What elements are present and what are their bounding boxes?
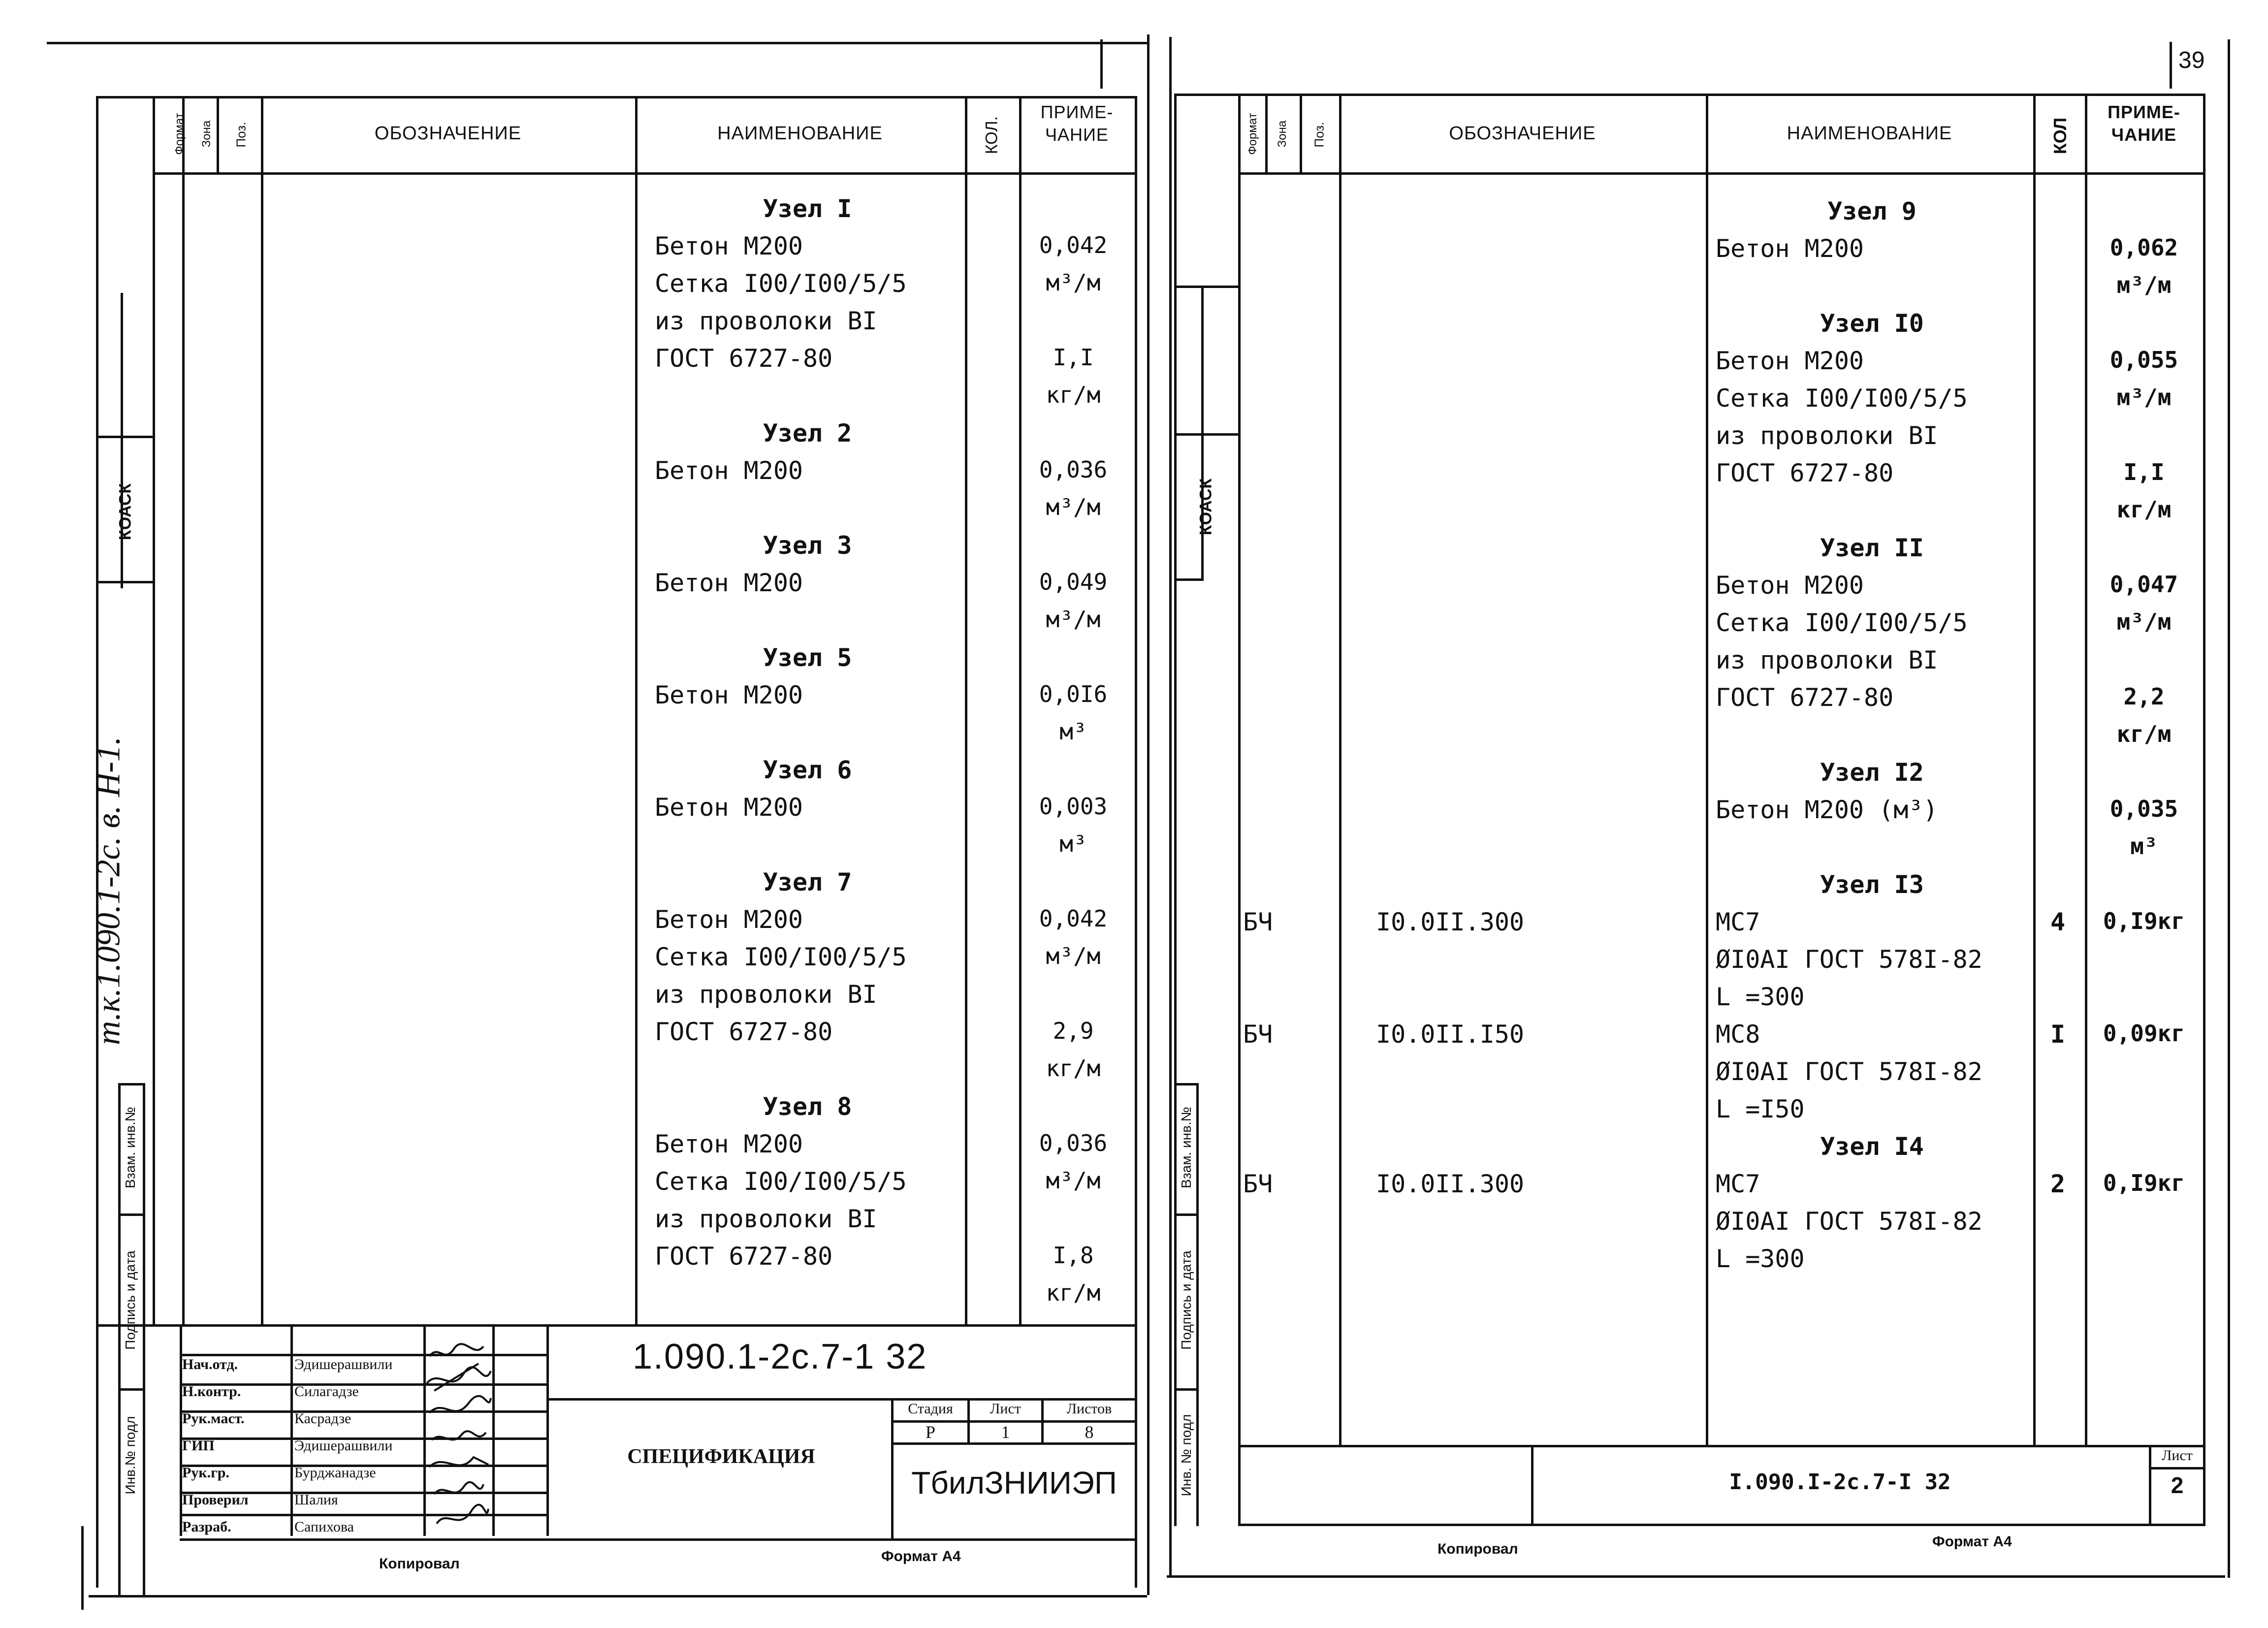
spec-item-note: 0,09кг <box>2103 1020 2185 1047</box>
left-vzam-label: Взам. инв.№ <box>123 1107 138 1188</box>
spec-item-note: 0,0I6 <box>1039 681 1108 707</box>
sheet-label: Лист <box>990 1401 1021 1417</box>
spec-item-text: МС7 <box>1716 1170 1760 1198</box>
stamp-role: Проверил <box>182 1492 249 1508</box>
spec-item-note: 0,036 <box>1039 1130 1108 1156</box>
right-footer-copied: Копировал <box>1437 1541 1518 1557</box>
stamp-name: Сапихова <box>294 1519 354 1535</box>
spec-item-text: ГОСТ 6727-80 <box>1716 459 1894 487</box>
spec-item-note: 0,I9кг <box>2103 1170 2185 1196</box>
spec-item-text: Сетка I00/I00/5/5 <box>655 943 907 971</box>
spec-item-text: Сетка I00/I00/5/5 <box>655 1167 907 1196</box>
spec-item-note: 2,2 <box>2123 683 2165 710</box>
spec-item-note: м³/м <box>1046 494 1101 520</box>
right-podpis-label: Подпись и дата <box>1179 1250 1194 1350</box>
spec-item-note: 0,055 <box>2109 347 2178 373</box>
node-heading: Узел I3 <box>1820 870 1924 899</box>
spec-item-note: I,I <box>2123 459 2165 485</box>
stamp-role: Нач.отд. <box>182 1356 238 1373</box>
node-heading: Узел 7 <box>763 868 852 896</box>
spec-item-note: м³/м <box>1046 1167 1101 1194</box>
header-designation: ОБОЗНАЧЕНИЕ <box>1449 123 1596 144</box>
signatures-drawing <box>424 1329 493 1536</box>
spec-item-note: 0,042 <box>1039 905 1108 932</box>
node-heading: Узел 3 <box>763 531 852 560</box>
spec-item-text: L =I50 <box>1716 1095 1805 1123</box>
right-sheet-label: Лист <box>2162 1447 2193 1464</box>
spec-item-note: м³/м <box>1046 606 1101 633</box>
node-heading: Узел 8 <box>763 1092 852 1121</box>
spec-item-note: м³/м <box>2116 384 2172 411</box>
spec-item-note: I,8 <box>1053 1242 1094 1269</box>
header-format: Формат <box>1246 113 1259 155</box>
spec-item-note: 0,035 <box>2109 796 2178 822</box>
left-podpis-label: Подпись и дата <box>123 1250 138 1350</box>
spec-item-text: Сетка I00/I00/5/5 <box>1716 384 1968 413</box>
spec-item-text: Бетон М200 <box>655 905 803 934</box>
header-note-line1: ПРИМЕ- <box>1040 102 1114 122</box>
spec-item-qty: 2 <box>2050 1170 2066 1198</box>
header-zone: Зона <box>1276 120 1289 148</box>
right-koask-label: КОАСК <box>1196 478 1215 536</box>
spec-item-text: МС7 <box>1716 908 1760 936</box>
right-document-code: I.090.I-2с.7-I 32 <box>1729 1469 1951 1495</box>
spec-item-note: кг/м <box>2116 496 2172 523</box>
spec-item-text: МС8 <box>1716 1020 1760 1049</box>
spec-item-text: из проволоки ВI <box>655 307 877 335</box>
spec-item-text: L =300 <box>1716 1245 1805 1273</box>
header-designation: ОБОЗНАЧЕНИЕ <box>374 123 522 144</box>
node-heading: Узел 2 <box>763 419 852 447</box>
header-pos: Поз. <box>233 122 249 148</box>
node-heading: Узел 9 <box>1827 197 1917 225</box>
right-sheet-value: 2 <box>2171 1472 2184 1498</box>
spec-item-text: Бетон М200 <box>655 232 803 260</box>
node-heading: Узел 6 <box>763 756 852 784</box>
right-inv-label: Инв. № подл <box>1179 1414 1194 1497</box>
spec-item-text: из проволоки ВI <box>1716 421 1938 450</box>
spec-item-note: м³/м <box>2116 272 2172 298</box>
spec-item-text: ГОСТ 6727-80 <box>655 344 833 373</box>
spec-item-text: ØI0АI ГОСТ 578I-82 <box>1716 1207 1982 1236</box>
spec-item-text: Бетон М200 (м³) <box>1716 796 1938 824</box>
spec-item-text: Сетка I00/I00/5/5 <box>1716 608 1968 637</box>
header-name: НАИМЕНОВАНИЕ <box>1787 123 1952 144</box>
spec-item-note: м³/м <box>2116 608 2172 635</box>
document-code: 1.090.1-2с.7-1 32 <box>633 1337 927 1376</box>
stamp-name: Шалия <box>294 1492 338 1508</box>
header-format: Формат <box>173 113 186 155</box>
stamp-role: Рук.маст. <box>182 1410 245 1427</box>
stamp-role: Разраб. <box>182 1519 231 1535</box>
spec-item-format: БЧ <box>1243 1170 1273 1198</box>
header-note-line2: ЧАНИЕ <box>2111 125 2177 145</box>
stamp-role: Рук.гр. <box>182 1465 229 1481</box>
node-heading: Узел 5 <box>763 643 852 672</box>
spec-item-note: 0,047 <box>2109 571 2178 598</box>
spec-item-text: Бетон М200 <box>655 681 803 709</box>
left-inv-label: Инв.№ подл <box>123 1416 138 1495</box>
spec-item-text: ØI0АI ГОСТ 578I-82 <box>1716 1057 1982 1086</box>
spec-item-note: 0,036 <box>1039 456 1108 483</box>
node-heading: Узел I <box>763 194 852 223</box>
spec-item-note: 0,003 <box>1039 793 1108 820</box>
spec-item-designation: I0.0II.300 <box>1376 1170 1525 1198</box>
spec-item-format: БЧ <box>1243 908 1273 936</box>
spec-item-qty: I <box>2050 1020 2066 1049</box>
handwritten-code: т.к.1.090.1-2с. в. Н-1. <box>89 736 127 1045</box>
spec-item-designation: I0.0II.300 <box>1376 908 1525 936</box>
left-koask-label: КОАСК <box>116 483 135 541</box>
spec-item-note: м³/м <box>1046 943 1101 969</box>
spec-item-text: Бетон М200 <box>655 569 803 597</box>
header-note <box>1019 101 1135 146</box>
spec-item-designation: I0.0II.I50 <box>1376 1020 1525 1049</box>
spec-item-note: 2,9 <box>1053 1018 1094 1044</box>
spec-item-note: м³ <box>1059 718 1087 745</box>
stamp-role: Н.контр. <box>182 1383 241 1400</box>
stamp-name: Эдишерашвили <box>294 1356 393 1373</box>
spec-item-note: 0,062 <box>2109 234 2178 261</box>
stamp-name: Эдишерашвили <box>294 1437 393 1454</box>
organization: ТбилЗНИИЭП <box>911 1465 1117 1500</box>
right-footer-format: Формат А4 <box>1932 1533 2012 1550</box>
spec-item-text: ГОСТ 6727-80 <box>1716 683 1894 712</box>
left-footer-copied: Копировал <box>379 1556 460 1572</box>
spec-item-text: ГОСТ 6727-80 <box>655 1018 833 1046</box>
stamp-name: Бурджанадзе <box>294 1465 376 1481</box>
stage-value: Р <box>925 1422 936 1442</box>
spec-item-text: Бетон М200 <box>655 456 803 485</box>
spec-item-note: кг/м <box>1046 1279 1101 1306</box>
spec-item-text: L =300 <box>1716 983 1805 1011</box>
spec-item-note: 0,I9кг <box>2103 908 2185 934</box>
node-heading: Узел I4 <box>1820 1132 1924 1161</box>
spec-item-note: 0,042 <box>1039 232 1108 258</box>
node-heading: Узел I0 <box>1820 309 1924 338</box>
stamp-name: Касрадзе <box>294 1410 351 1427</box>
page-number: 39 <box>2178 47 2205 73</box>
header-note-line2: ЧАНИЕ <box>1045 125 1109 145</box>
spec-item-text: ØI0АI ГОСТ 578I-82 <box>1716 945 1982 974</box>
header-name: НАИМЕНОВАНИЕ <box>717 123 883 144</box>
sheets-value: 8 <box>1085 1422 1094 1442</box>
spec-item-note: м³/м <box>1046 269 1101 296</box>
spec-item-text: Бетон М200 <box>1716 234 1864 263</box>
document-title: СПЕЦИФИКАЦИЯ <box>627 1445 815 1468</box>
stamp-name: Силагадзе <box>294 1383 359 1400</box>
spec-item-note: м³ <box>2130 833 2158 860</box>
spec-item-text: Бетон М200 <box>655 1130 803 1158</box>
right-vzam-label: Взам. инв.№ <box>1179 1107 1194 1188</box>
sheet-value: 1 <box>1001 1422 1010 1442</box>
spec-item-format: БЧ <box>1243 1020 1273 1049</box>
spec-item-text: Бетон М200 <box>1716 571 1864 600</box>
node-heading: Узел I2 <box>1820 758 1924 787</box>
spec-item-note: I,I <box>1053 344 1094 371</box>
stamp-role: ГИП <box>182 1437 215 1454</box>
spec-item-note: м³ <box>1059 830 1087 857</box>
header-note-line1: ПРИМЕ- <box>2108 102 2180 122</box>
spec-item-note: кг/м <box>1046 382 1101 408</box>
spec-item-note: 0,049 <box>1039 569 1108 595</box>
spec-item-text: ГОСТ 6727-80 <box>655 1242 833 1271</box>
spec-item-text: Бетон М200 <box>655 793 803 822</box>
sheets-label: Листов <box>1066 1401 1112 1417</box>
spec-item-text: из проволоки ВI <box>655 980 877 1009</box>
header-zone: Зона <box>200 120 213 148</box>
spec-item-qty: 4 <box>2050 908 2066 936</box>
spec-item-text: Бетон М200 <box>1716 347 1864 375</box>
node-heading: Узел II <box>1820 534 1924 562</box>
stage-label: Стадия <box>908 1401 953 1417</box>
left-footer-format: Формат А4 <box>881 1548 961 1564</box>
spec-item-note: кг/м <box>1046 1055 1101 1082</box>
spec-item-note: кг/м <box>2116 721 2172 747</box>
spec-item-text: из проволоки ВI <box>655 1205 877 1233</box>
spec-item-text: из проволоки ВI <box>1716 646 1938 674</box>
header-qty: КОЛ. <box>982 116 1001 155</box>
header-qty: КОЛ <box>2050 117 2070 155</box>
spec-item-text: Сетка I00/I00/5/5 <box>655 269 907 298</box>
header-note <box>2085 101 2203 146</box>
header-pos: Поз. <box>1311 122 1327 148</box>
